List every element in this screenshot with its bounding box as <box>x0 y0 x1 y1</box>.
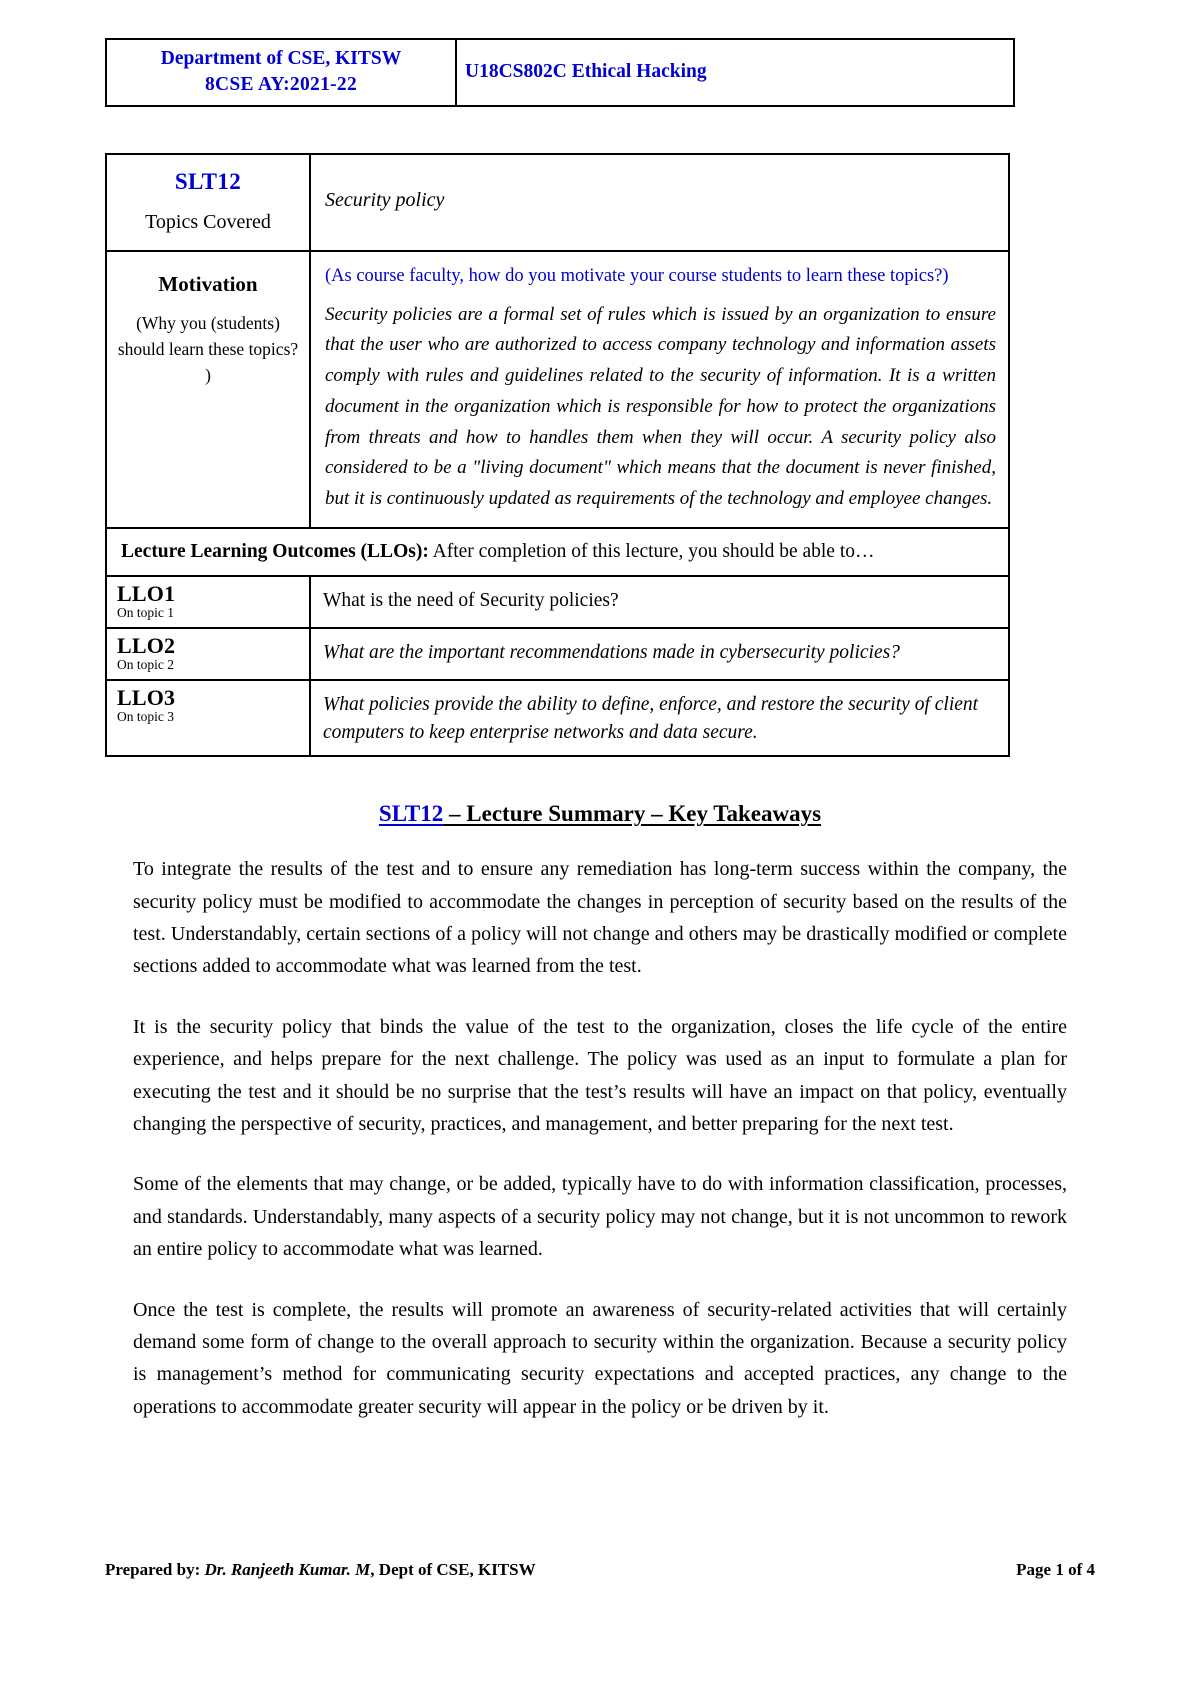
llo-text-cell <box>310 576 1009 628</box>
llo-code-cell <box>106 576 310 628</box>
motivation-body-cell <box>310 251 1009 528</box>
motivation-prompt: (As course faculty, how do you motivate your course students to learn these topics?) <box>325 265 949 286</box>
llo-topic: On topic 2 <box>117 656 174 672</box>
llo-topic: On topic 3 <box>117 708 174 724</box>
llo-text-cell <box>310 628 1009 680</box>
summary-heading-code: SLT12 <box>378 801 444 827</box>
motivation-label: Motivation <box>158 271 258 296</box>
llo-topic: On topic 1 <box>117 604 174 620</box>
llo-header-cell <box>106 528 1009 576</box>
page-footer <box>105 1560 1095 1580</box>
topics-value: Security policy <box>325 188 445 211</box>
llo-code-cell <box>106 680 310 757</box>
motivation-label-cell <box>106 251 310 528</box>
llo-code-cell <box>106 628 310 680</box>
motivation-row <box>106 251 1009 528</box>
header-course-cell: U18CS802C Ethical Hacking <box>456 39 1014 106</box>
llo-header-bold: Lecture Learning Outcomes (LLOs): <box>121 540 429 562</box>
llo-row <box>106 628 1009 680</box>
llo-row <box>106 576 1009 628</box>
motivation-sublabel: (Why you (students) should learn these topics? ) <box>117 312 299 386</box>
summary-paragraph: It is the security policy that binds the value of the test to the organization, closes the life cycle of the entire experience, and helps prepare for the next challenge. The policy was used as an input to formulate a plan for executing the test and it should be no surprise that the test’s results will have an impact on that policy, eventually changing the perspective of security, practices, and management, and better preparing for the next test. <box>133 1015 1067 1136</box>
summary-heading-rest: – Lecture Summary – Key Takeaways <box>443 801 822 827</box>
summary-paragraph: Some of the elements that may change, or be added, typically have to do with information classification, processes, and standards. Understandably, many aspects of a security policy may not change, but it is not uncommon to rework an entire policy to accommodate what was learned. <box>133 1173 1067 1261</box>
slt-code: SLT12 <box>174 168 242 194</box>
header-row <box>106 39 1014 106</box>
motivation-text: Security policies are a formal set of rules which is issued by an organization to ensure that the user who are authorized to access company technology and information assets comply with rules and guidelines related to the security of information. It is a written document in the organization which is responsible for how to protect the organizations from threats and how to handles them when they will occur. A security policy also considered to be a "living document" which means that the document is never finished, but it is continuously updated as requirements of the technology and employee changes. <box>325 303 996 510</box>
summary-body <box>105 853 1095 1423</box>
footer-page-number: Page 1 of 4 <box>1016 1560 1095 1579</box>
llo-header-rest: After completion of this lecture, you should be able to… <box>428 540 875 562</box>
header-department-cell <box>106 39 456 106</box>
slt-code-cell <box>106 154 310 251</box>
llo-code: LLO2 <box>117 632 176 658</box>
llo-code: LLO1 <box>117 580 176 606</box>
footer-prepared-prefix: Prepared by: <box>105 1560 205 1579</box>
footer-prepared-suffix: , Dept of CSE, KITSW <box>370 1560 536 1579</box>
slt-info-table <box>105 153 1010 758</box>
llo-text: What is the need of Security policies? <box>323 589 619 611</box>
footer-prepared-by <box>105 1560 536 1580</box>
topics-row <box>106 154 1009 251</box>
page-header-table <box>105 38 1015 107</box>
llo-text: What policies provide the ability to define, enforce, and restore the security of client computers to keep enterprise networks and data secure. <box>323 693 979 744</box>
footer-prepared-name: Dr. Ranjeeth Kumar. M <box>204 1560 371 1579</box>
llo-code: LLO3 <box>117 684 176 710</box>
summary-heading <box>105 801 1095 827</box>
topics-covered-label: Topics Covered <box>145 210 271 233</box>
llo-header-row <box>106 528 1009 576</box>
llo-text: What are the important recommendations made in cybersecurity policies? <box>323 641 900 663</box>
header-department-line2: 8CSE AY:2021-22 <box>204 74 358 96</box>
summary-paragraph: To integrate the results of the test and to ensure any remediation has long-term success within the company, the security policy must be modified to accommodate the changes in perception of security based on the results of the test. Understandably, certain sections of a policy will not change and others may be drastically modified or complete sections added to accommodate what was learned from the test. <box>133 858 1067 978</box>
topics-value-cell <box>310 154 1009 251</box>
llo-row <box>106 680 1009 757</box>
summary-paragraph: Once the test is complete, the results will promote an awareness of security-related activities that will certainly demand some form of change to the overall approach to security within the organization. Because a security policy is management’s method for communicating security expectations and accepted practices, any change to the operations to accommodate greater security will appear in the policy or be driven by it. <box>133 1298 1067 1418</box>
header-department-line1: Department of CSE, KITSW <box>160 48 402 69</box>
llo-text-cell <box>310 680 1009 757</box>
